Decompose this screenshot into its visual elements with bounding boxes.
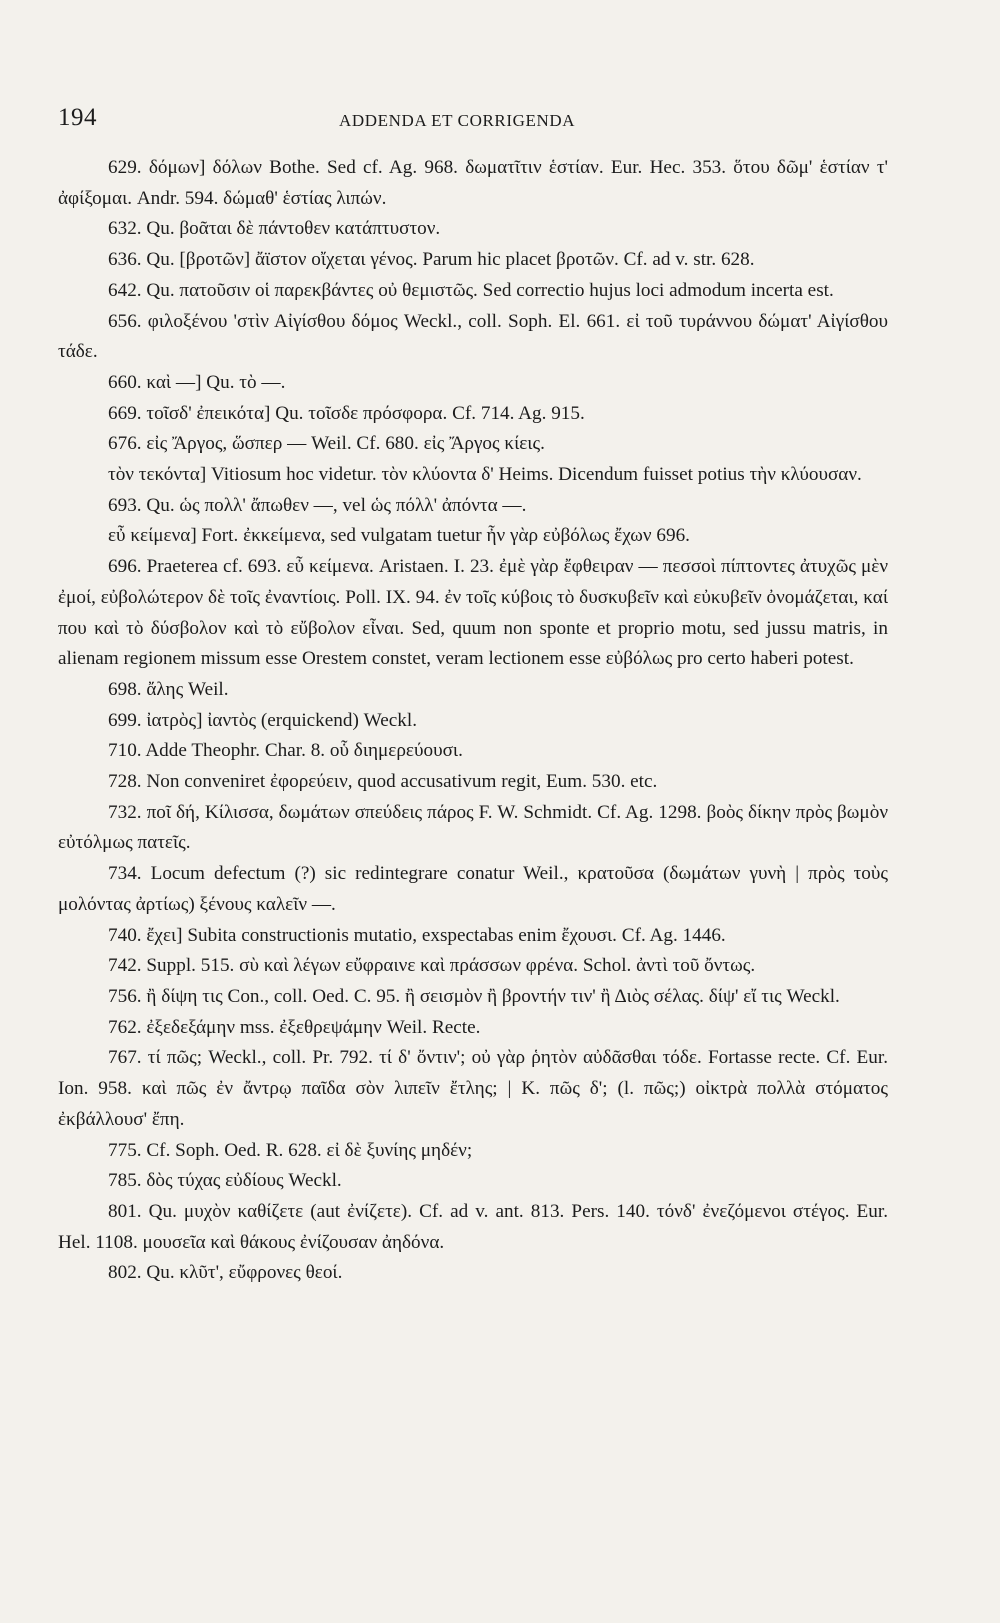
note-paragraph: 656. φιλοξένου 'στὶν Αἰγίσθου δόμος Weckl., coll. Soph. El. 661. εἰ τοῦ τυράννου δώματ' Αἰγίσθου τάδε. <box>58 310 888 363</box>
note-paragraph: 785. δὸς τύχας εὐδίους Weckl. <box>108 1170 342 1192</box>
note-paragraph: 801. Qu. μυχὸν καθίζετε (aut ἐνίζετε). Cf. ad v. ant. 813. Pers. 140. τόνδ' ἐνεζόμενοι στέγος. Eur. Hel. 1108. μουσεῖα καὶ θάκους ἐνίζουσαν ἀηδόνα. <box>58 1200 888 1253</box>
note-paragraph: 629. δόμων] δόλων Bothe. Sed cf. Ag. 968. δωματῖτιν ἑστίαν. Eur. Hec. 353. ὅτου δῶμ' ἑστίαν τ' ἀφίξομαι. Andr. 594. δώμαθ' ἑστίας λιπών. <box>58 157 888 209</box>
note-paragraph: 740. ἔχει] Subita constructionis mutatio, exspectabas enim ἔχουσι. Cf. Ag. 1446. <box>108 924 726 946</box>
note-paragraph: εὖ κείμενα] Fort. ἐκκείμενα, sed vulgatam tuetur ἦν γὰρ εὐβόλως ἔχων 696. <box>108 525 690 547</box>
note-paragraph: 732. ποῖ δή, Κίλισσα, δωμάτων σπεύδεις πάρος F. W. Schmidt. Cf. Ag. 1298. βοὸς δίκην πρὸς βωμὸν εὐτόλμως πατεῖς. <box>58 801 888 854</box>
page-number: 194 <box>58 104 97 131</box>
note-paragraph: 756. ἢ δίψη τις Con., coll. Oed. C. 95. ἢ σεισμὸν ἢ βροντήν τιν' ἢ Διὸς σέλας. δίψ' εἴ τις Weckl. <box>108 985 840 1007</box>
note-paragraph: 698. ἄλης Weil. <box>108 678 229 700</box>
note-paragraph: 710. Adde Theophr. Char. 8. οὗ διημερεύουσι. <box>108 740 463 762</box>
note-paragraph: 660. καὶ —] Qu. τὸ —. <box>108 371 286 393</box>
note-paragraph: 699. ἰατρὸς] ἰαντὸς (erquickend) Weckl. <box>108 709 417 731</box>
running-head <box>58 104 618 140</box>
note-paragraph: 693. Qu. ὡς πολλ' ἄπωθεν —, vel ὡς πόλλ' ἀπόντα —. <box>108 494 527 516</box>
note-paragraph: 767. τί πῶς; Weckl., coll. Pr. 792. τί δ' ὄντιν'; οὐ γὰρ ῥητὸν αὐδᾶσθαι τόδε. Fortasse recte. Cf. Eur. Ion. 958. καὶ πῶς ἐν ἄντρῳ παῖδα σὸν λιπεῖν ἔτλης; | Κ. πῶς δ'; (l. πῶς;) οἰκτρὰ πολλὰ στόματος ἐκβάλλουσ' ἔπη. <box>58 1047 888 1130</box>
note-paragraph: 775. Cf. Soph. Oed. R. 628. εἰ δὲ ξυνίης μηδέν; <box>108 1139 473 1161</box>
note-paragraph: 734. Locum defectum (?) sic redintegrare conatur Weil., κρατοῦσα (δωμάτων γυνὴ | πρὸς τοὺς μολόντας ἀρτίως) ξένους καλεῖν —. <box>58 863 888 915</box>
note-paragraph: τὸν τεκόντα] Vitiosum hoc videtur. τὸν κλύοντα δ' Heims. Dicendum fuisset potius τὴν κλύουσαν. <box>108 464 862 486</box>
notes-body <box>58 153 888 1289</box>
note-paragraph: 632. Qu. βοᾶται δὲ πάντοθεν κατάπτυστον. <box>108 218 441 240</box>
note-paragraph: 728. Non conveniret ἐφορεύειν, quod accusativum regit, Eum. 530. etc. <box>108 771 658 793</box>
note-paragraph: 742. Suppl. 515. σὺ καὶ λέγων εὔφραινε καὶ πράσσων φρένα. Schol. ἀντὶ τοῦ ὄντως. <box>108 955 756 977</box>
running-title: ADDENDA ET CORRIGENDA <box>339 111 576 130</box>
note-paragraph: 642. Qu. πατοῦσιν οἱ παρεκβάντες οὐ θεμιστῶς. Sed correctio hujus loci admodum incerta est. <box>108 279 834 301</box>
note-paragraph: 676. εἰς Ἄργος, ὥσπερ — Weil. Cf. 680. εἰς Ἄργος κίεις. <box>108 433 545 455</box>
note-paragraph: 696. Praeterea cf. 693. εὖ κείμενα. Aristaen. I. 23. ἐμὲ γὰρ ἔφθειραν — πεσσοὶ πίπτοντες ἀτυχῶς μὲν ἐμοί, εὐβολώτερον δὲ τοῖς ἐναντίοις. Poll. IX. 94. ἐν τοῖς κύβοις τὸ δυσκυβεῖν καὶ εὐκυβεῖν ὀνομάζεται, καί που καὶ τὸ δύσβολον καὶ τὸ εὔβολον εἶναι. Sed, quum non sponte et proprio motu, sed jussu matris, in alienam regionem missum esse Orestem constet, veram lectionem esse εὐβόλως pro certo haberi potest. <box>58 556 888 670</box>
note-paragraph: 636. Qu. [βροτῶν] ἄϊστον οἴχεται γένος. Parum hic placet βροτῶν. Cf. ad v. str. 628. <box>108 249 755 271</box>
note-paragraph: 762. ἐξεδεξάμην mss. ἐξεθρεψάμην Weil. Recte. <box>108 1016 481 1038</box>
note-paragraph: 802. Qu. κλῦτ', εὔφρονες θεοί. <box>108 1262 343 1284</box>
note-paragraph: 669. τοῖσδ' ἐπεικότα] Qu. τοῖσδε πρόσφορα. Cf. 714. Ag. 915. <box>108 402 585 424</box>
